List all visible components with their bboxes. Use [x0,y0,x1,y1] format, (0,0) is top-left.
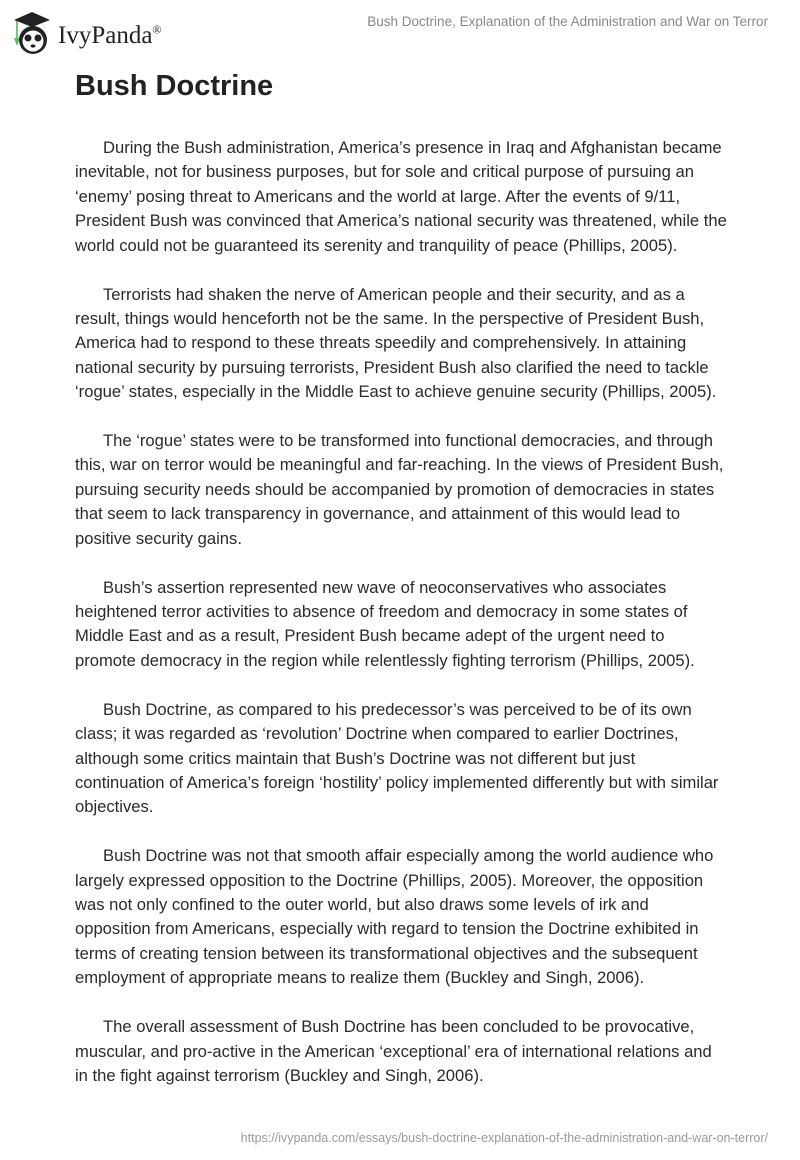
paragraph: Bush Doctrine was not that smooth affair especially among the world audience who largely expressed opposition to the Doctrine (Phillips, 2005). Moreover, the opposition was not only confined to the outer world, but also draws some levels of irk and opposition from Americans, especially with regard to tension the Doctrine exhibited in terms of creating tension between its transformational objectives and the subsequent employment of appropriate means to realize them (Buckley and Singh, 2006). [75,846,714,988]
panda-graduate-icon [12,8,52,56]
paragraph: Terrorists had shaken the nerve of American people and their security, and as a result, things would henceforth not be the same. In the perspective of President Bush, America had to respond to these threats speedily and comprehensively. In attaining national security by pursuing terrorists, President Bush also clarified the need to tackle ‘rogue’ states, especially in the Middle East to achieve genuine security (Phillips, 2005). [75,284,717,402]
document-header-title: Bush Doctrine, Explanation of the Administration and War on Terror [367,14,768,29]
page-title: Bush Doctrine [75,70,274,102]
paragraph: The overall assessment of Bush Doctrine has been concluded to be provocative, muscular, and pro-active in the American ‘exceptional’ era of international relations and in the fight against terrorism (Buckley and Singh, 2006). [75,1017,712,1085]
paragraph: Bush’s assertion represented new wave of neoconservatives who associates heightened terror activities to absence of freedom and democracy in some states of Middle East and as a result, President Bush became adept of the urgent need to promote democracy in the region while relentlessly fighting terrorism (Phillips, 2005). [75,577,695,670]
paragraph: Bush Doctrine, as compared to his predecessor’s was perceived to be of its own class; it was regarded as ‘revolution’ Doctrine when compared to earlier Doctrines, although some critics maintain that Bush’s Doctrine was not different but just continuation of America’s foreign ‘hostility’ policy implemented differently but with similar objectives. [75,699,719,817]
essay-body [75,136,727,1113]
paragraph: The ‘rogue’ states were to be transformed into functional democracies, and through this, war on terror would be meaningful and far-reaching. In the views of President Bush, pursuing security needs should be accompanied by promotion of democracies in states that seem to lack transparency in governance, and attainment of this would lead to positive security gains. [75,431,724,548]
brand-name: IvyPanda® [58,22,162,49]
ivypanda-logo[interactable] [12,8,162,56]
footer-source-url[interactable]: https://ivypanda.com/essays/bush-doctrine-explanation-of-the-administration-and-war-on-terror/ [240,1131,768,1145]
paragraph: During the Bush administration, America’s presence in Iraq and Afghanistan became inevitable, not for business purposes, but for sole and critical purpose of pursuing an ‘enemy’ posing threat to Americans and the world at large. After the events of 9/11, President Bush was convinced that America’s national security was threatened, while the world could not be guaranteed its serenity and tranquility of peace (Phillips, 2005). [75,138,727,255]
